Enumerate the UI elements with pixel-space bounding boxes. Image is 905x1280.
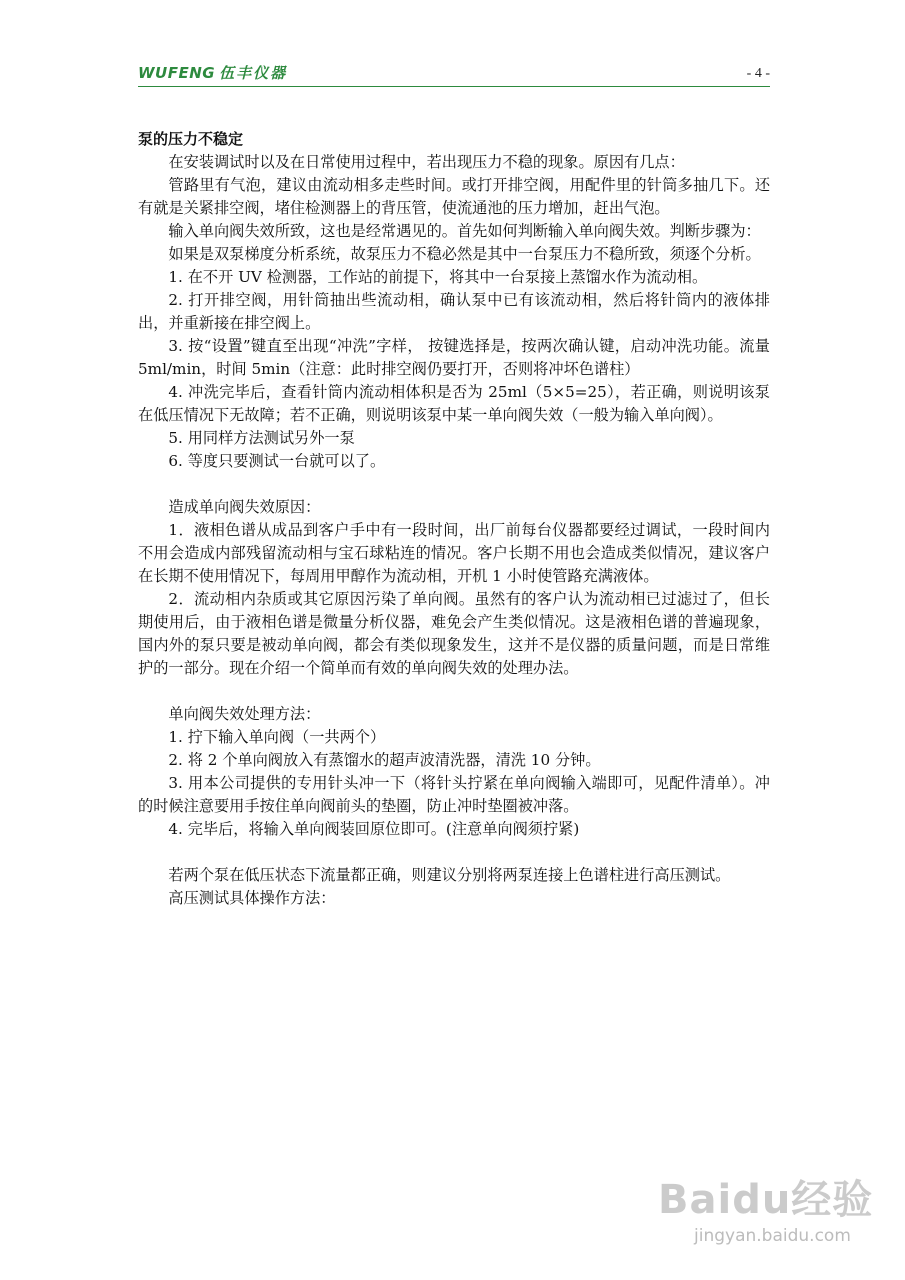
blank-line [138, 680, 770, 703]
paragraph: 高压测试具体操作方法： [168, 889, 336, 907]
paragraph: 在安装调试时以及在日常使用过程中，若出现压力不稳的现象。原因有几点： [168, 153, 685, 171]
list-item: 6. 等度只要测试一台就可以了。 [168, 452, 386, 470]
page-number: - 4 - [746, 66, 770, 81]
baidu-watermark [650, 1158, 880, 1268]
blank-line [138, 473, 770, 496]
list-item: 2. 打开排空阀，用针筒抽出些流动相，确认泵中已有该流动相，然后将针筒内的液体排出，并重新接在排空阀上。 [138, 291, 770, 332]
section-title: 泵的压力不稳定 [138, 130, 244, 148]
company-logo [138, 62, 287, 83]
list-item: 4. 冲洗完毕后，查看针筒内流动相体积是否为 25ml（5×5=25），若正确，则说明该泵在低压情况下无故障；若不正确，则说明该泵中某一单向阀失效（一般为输入单向阀）。 [138, 383, 770, 424]
list-item: 2．流动相内杂质或其它原因污染了单向阀。虽然有的客户认为流动相已过滤过了，但长期使用后，由于液相色谱是微量分析仪器，难免会产生类似情况。这是液相色谱的普遍现象，国内外的泵只要是被动单向阀，都会有类似现象发生，这并不是仪器的质量问题，而是日常维护的一部分。现在介绍一个简单而有效的单向阀失效的处理办法。 [138, 590, 770, 677]
document-body [138, 128, 770, 910]
page-header [138, 58, 770, 88]
list-item: 1．液相色谱从成品到客户手中有一段时间，出厂前每台仪器都要经过调试，一段时间内不用会造成内部残留流动相与宝石球粘连的情况。客户长期不用也会造成类似情况，建议客户在长期不使用情况下，每周用甲醇作为流动相，开机 1 小时使管路充满液体。 [138, 521, 770, 585]
watermark-url: jingyan.baidu.com [694, 1226, 851, 1246]
list-item: 2. 将 2 个单向阀放入有蒸馏水的超声波清洗器，清洗 10 分钟。 [168, 751, 601, 769]
list-item: 1. 在不开 UV 检测器，工作站的前提下，将其中一台泵接上蒸馏水作为流动相。 [168, 268, 708, 286]
logo-chinese: 伍丰仪器 [219, 64, 288, 82]
list-item: 1. 拧下输入单向阀（一共两个） [168, 728, 386, 746]
list-item: 5. 用同样方法测试另外一泵 [168, 429, 355, 447]
paragraph: 如果是双泵梯度分析系统，故泵压力不稳必然是其中一台泵压力不稳所致，须逐个分析。 [168, 245, 761, 263]
subheading: 造成单向阀失效原因： [168, 498, 321, 516]
subheading: 单向阀失效处理方法： [168, 705, 321, 723]
paragraph: 管路里有气泡，建议由流动相多走些时间。或打开排空阀，用配件里的针筒多抽几下。还有就是关紧排空阀，堵住检测器上的背压管，使流通池的压力增加，赶出气泡。 [138, 176, 770, 217]
list-item: 3. 按“设置”键直至出现“冲洗”字样， 按键选择是，按两次确认键，启动冲洗功能。流量 5ml/min，时间 5min（注意：此时排空阀仍要打开，否则将冲坏色谱柱） [138, 337, 770, 378]
paragraph: 输入单向阀失效所致，这也是经常遇见的。首先如何判断输入单向阀失效。判断步骤为： [168, 222, 761, 240]
list-item: 3. 用本公司提供的专用针头冲一下（将针头拧紧在单向阀输入端即可，见配件清单）。冲的时候注意要用手按住单向阀前头的垫圈，防止冲时垫圈被冲落。 [138, 774, 770, 815]
list-item: 4. 完毕后，将输入单向阀装回原位即可。(注意单向阀须拧紧) [168, 820, 580, 838]
watermark-brand: Baidu经验 [658, 1177, 874, 1223]
paragraph: 若两个泵在低压状态下流量都正确，则建议分别将两泵连接上色谱柱进行高压测试。 [168, 866, 731, 884]
blank-line [138, 841, 770, 864]
header-rule [138, 86, 770, 87]
logo-english: WUFENG [138, 64, 216, 82]
